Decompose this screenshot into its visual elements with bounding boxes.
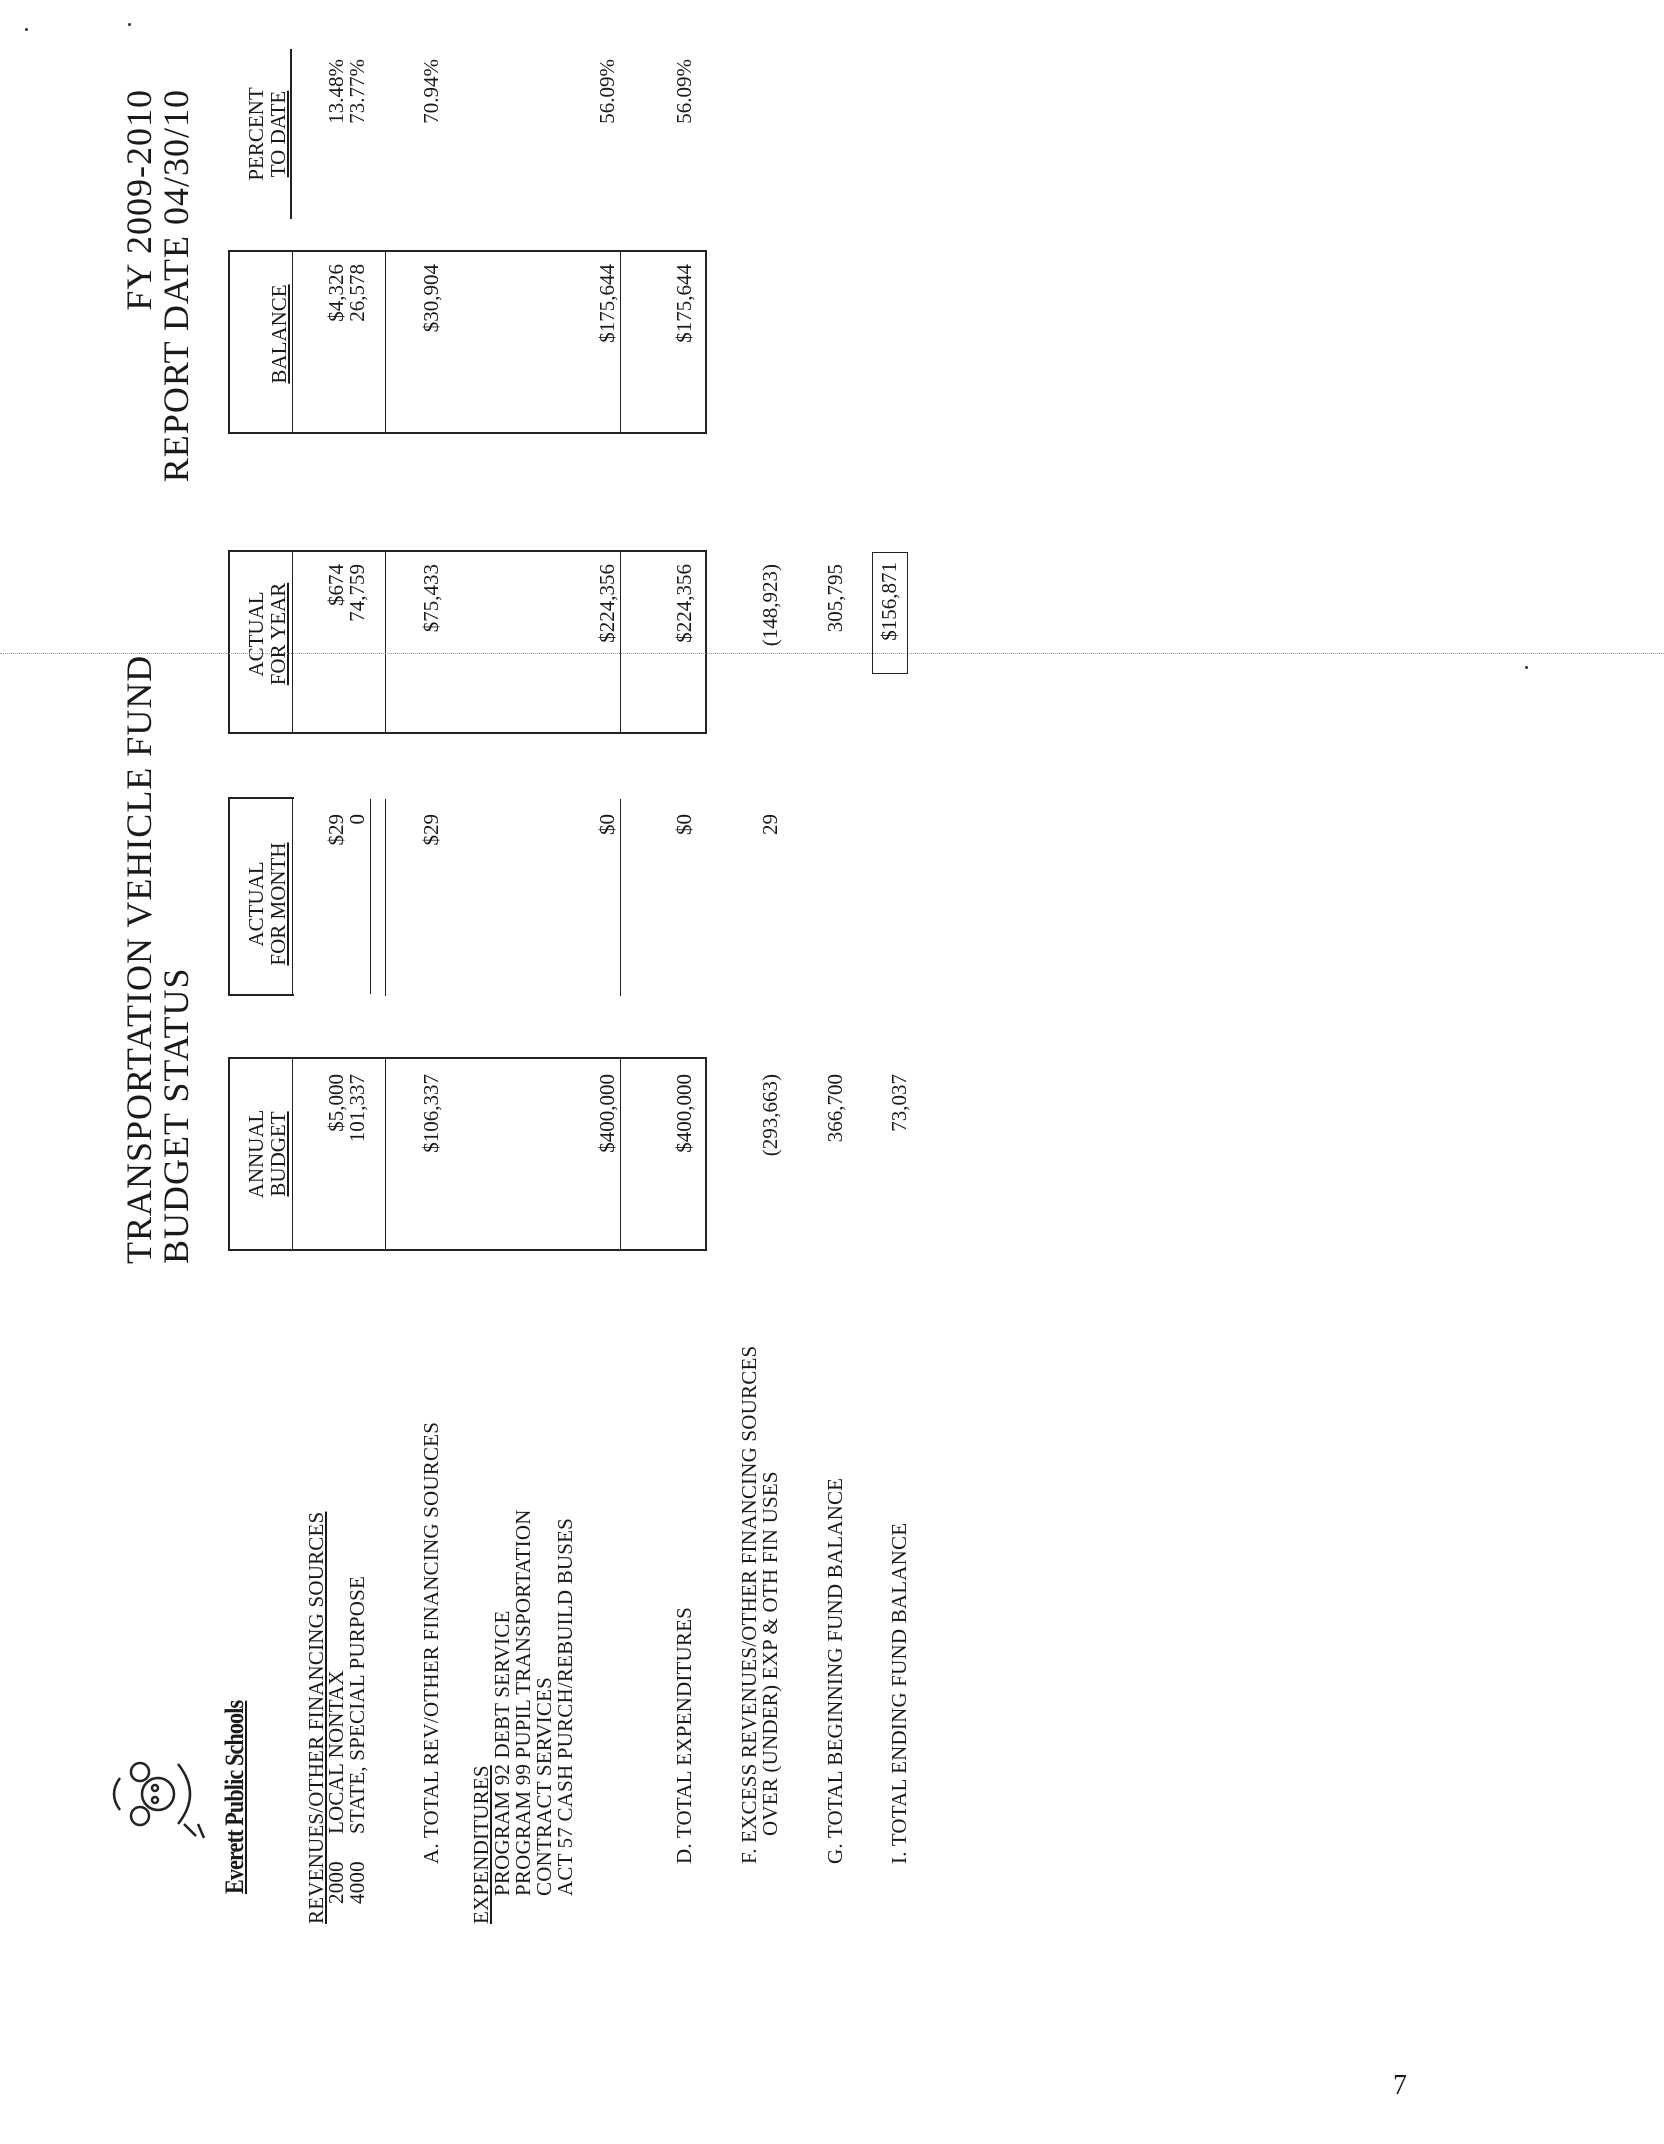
- total-expenditures-balance: $175,644: [672, 264, 696, 343]
- total-revenues-year: $75,433: [419, 564, 443, 633]
- expenditure-label: PROGRAM 92 DEBT SERVICE: [490, 1610, 514, 1896]
- revenue-balance: $4,326: [324, 264, 348, 322]
- expenditure-percent: 56.09%: [595, 59, 619, 124]
- beginning-balance-label: G. TOTAL BEGINNING FUND BALANCE: [823, 1477, 847, 1864]
- report-subtitle: BUDGET STATUS: [156, 967, 196, 1264]
- total-expenditures-budget: $400,000: [672, 1074, 696, 1153]
- district-logo: [100, 1734, 220, 1854]
- revenue-label: LOCAL NONTAX: [324, 1670, 348, 1834]
- beginning-balance-year: 305,795: [823, 564, 847, 633]
- revenue-budget: 101,337: [345, 1074, 369, 1143]
- total-expenditures-month: $0: [672, 814, 696, 835]
- expenditure-balance: $175,644: [595, 264, 619, 343]
- report-date: REPORT DATE 04/30/10: [156, 89, 196, 483]
- col-header-balance: BALANCE: [267, 284, 291, 384]
- report-title: TRANSPORTATION VEHICLE FUND: [119, 654, 159, 1264]
- beginning-balance-budget: 366,700: [823, 1074, 847, 1143]
- excess-label-line1: F. EXCESS REVENUES/OTHER FINANCING SOURCES: [737, 1345, 761, 1864]
- revenue-budget: $5,000: [324, 1074, 348, 1132]
- total-expenditures-label: D. TOTAL EXPENDITURES: [672, 1606, 696, 1864]
- revenue-code: 2000: [324, 1861, 348, 1904]
- expenditure-year: $224,356: [595, 564, 619, 643]
- fiscal-year: FY 2009-2010: [119, 89, 159, 311]
- actual-month-box: [228, 797, 294, 996]
- total-revenues-balance: $30,904: [419, 264, 443, 333]
- percent-header-rule: [290, 49, 292, 219]
- col-header-actual-year: ACTUAL FOR YEAR: [244, 582, 290, 686]
- expenditures-heading: EXPENDITURES: [469, 1765, 493, 1924]
- revenues-heading: REVENUES/OTHER FINANCING SOURCES: [304, 1511, 328, 1924]
- revenue-year: 74,759: [345, 564, 369, 622]
- ending-balance-year: $156,871: [877, 562, 901, 641]
- excess-budget: (293,663): [758, 1074, 782, 1157]
- revenue-label: STATE, SPECIAL PURPOSE: [345, 1575, 369, 1834]
- excess-month: 29: [758, 814, 782, 835]
- balance-box: [228, 250, 707, 434]
- total-expenditures-percent: 56.09%: [672, 59, 696, 124]
- actual-year-box: [228, 550, 707, 734]
- revenue-code: 4000: [345, 1861, 369, 1904]
- ending-balance-budget: 73,037: [887, 1074, 911, 1132]
- revenue-month: 0: [345, 814, 369, 825]
- revenue-percent: 73.77%: [345, 59, 369, 124]
- scan-speck: [25, 28, 28, 31]
- annual-budget-box: [228, 1057, 707, 1251]
- revenue-percent: 13.48%: [324, 59, 348, 124]
- expenditure-budget: $400,000: [595, 1074, 619, 1153]
- expenditure-label: CONTRACT SERVICES: [532, 1677, 556, 1896]
- revenue-year: $674: [324, 564, 348, 606]
- expenditure-label: PROGRAM 99 PUPIL TRANSPORTATION: [511, 1509, 535, 1896]
- total-revenues-month: $29: [419, 814, 443, 846]
- ending-balance-label: I. TOTAL ENDING FUND BALANCE: [887, 1522, 911, 1864]
- col-header-percent: PERCENT TO DATE: [244, 87, 290, 181]
- col-header-annual-budget: ANNUAL BUDGET: [244, 1109, 290, 1199]
- expenditure-month: $0: [595, 814, 619, 835]
- total-revenues-budget: $106,337: [419, 1074, 443, 1153]
- total-revenues-percent: 70.94%: [419, 59, 443, 124]
- page-number: 7: [1393, 2070, 1407, 2101]
- revenue-balance: 26,578: [345, 264, 369, 322]
- org-name: Everett Public Schools: [220, 1700, 249, 1894]
- total-expenditures-year: $224,356: [672, 564, 696, 643]
- excess-year: (148,923): [758, 564, 782, 647]
- col-header-actual-month: ACTUAL FOR MONTH: [244, 842, 290, 966]
- scan-speck: [1525, 666, 1528, 669]
- excess-label-line2: OVER (UNDER) EXP & OTH FIN USES: [758, 1471, 782, 1836]
- revenue-month: $29: [324, 814, 348, 846]
- scan-speck: [128, 23, 131, 26]
- total-revenues-label: A. TOTAL REV/OTHER FINANCING SOURCES: [419, 1421, 443, 1864]
- expenditure-label: ACT 57 CASH PURCH/REBUILD BUSES: [553, 1517, 577, 1896]
